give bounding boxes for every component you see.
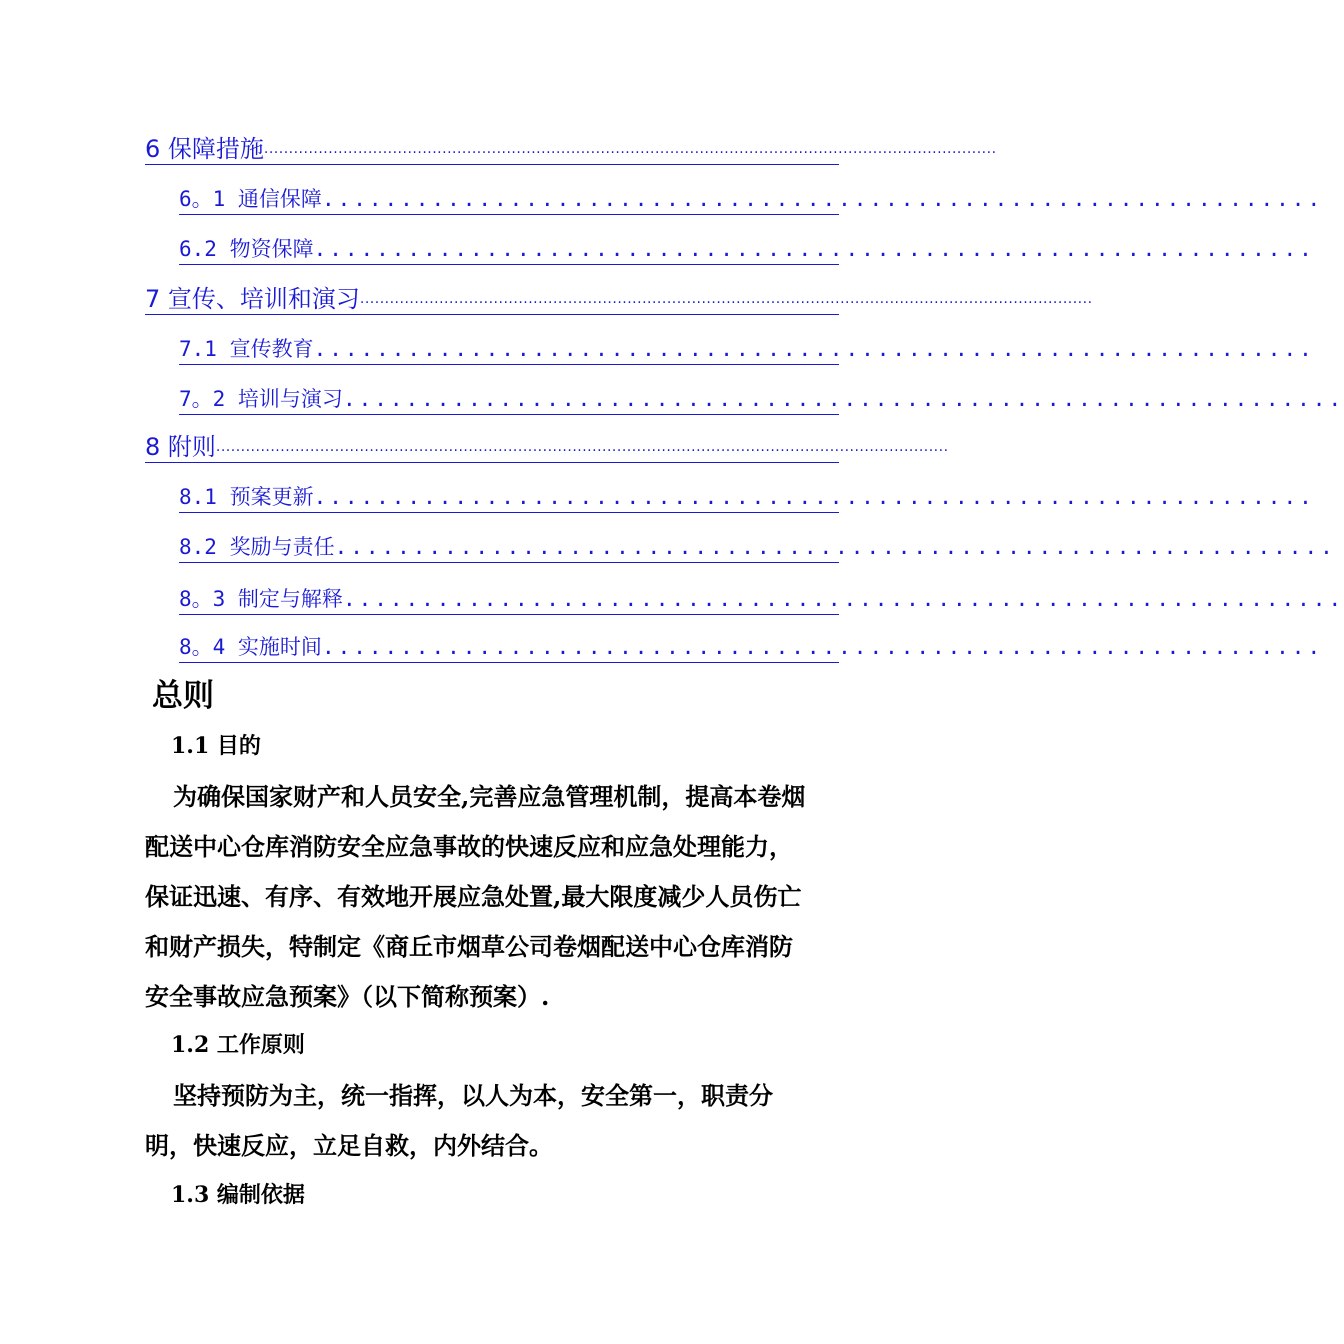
toc-item-8-2[interactable]	[179, 528, 1336, 563]
subsection-title-1-3: 1.3 编制依据	[171, 1182, 305, 1208]
paragraph-principles: 坚持预防为主，统一指挥，以人为本，安全第一，职责分明，快速反应，立足自救，内外结合。	[145, 1081, 773, 1160]
toc-label: 7 宣传、培训和演习	[145, 285, 360, 313]
toc-item-7-1[interactable]	[179, 330, 1315, 365]
toc-leader-dots: ................................................................	[313, 237, 1315, 261]
toc-item-8-1[interactable]	[179, 478, 1315, 513]
toc-item-7[interactable]	[145, 280, 1093, 315]
toc-leader-dots: ................................................................	[342, 587, 1344, 611]
toc-item-8[interactable]	[145, 428, 949, 463]
toc-item-8-4[interactable]	[179, 628, 1324, 663]
toc-label: 6.2 物资保障	[179, 237, 314, 261]
toc-item-6-1[interactable]	[179, 180, 1324, 215]
subsection-title-1-1: 1.1 目的	[171, 733, 261, 759]
toc-item-6[interactable]	[145, 130, 997, 165]
toc-leader-dots: ................................................................	[321, 635, 1324, 659]
section-heading: 总则	[152, 678, 214, 714]
toc-leader-dots: ................................................................	[313, 485, 1315, 509]
toc-label: 7。2 培训与演习	[179, 387, 343, 411]
toc-leader-dots: ................................................................	[342, 387, 1344, 411]
toc-item-6-2[interactable]	[179, 230, 1315, 265]
paragraph-purpose: 为确保国家财产和人员安全,完善应急管理机制，提高本卷烟配送中心仓库消防安全应急事故的快速反应和应急处理能力，保证迅速、有序、有效地开展应急处置,最大限度减少人员伤亡和财产损失，特制定《商丘市烟草公司卷烟配送中心仓库消防安全事故应急预案》（以下简称预案）.	[145, 782, 806, 1011]
toc-label: 8.2 奖励与责任	[179, 535, 335, 559]
toc-label: 6 保障措施	[145, 135, 264, 163]
toc-item-8-3[interactable]	[179, 580, 1344, 615]
toc-label: 6。1 通信保障	[179, 187, 322, 211]
toc-leader-dots: ....................................................................................................................................................	[359, 291, 1093, 307]
toc-leader-dots: ....................................................................................................................................................	[263, 141, 997, 157]
toc-leader-dots: ....................................................................................................................................................	[215, 439, 949, 455]
toc-label: 8。4 实施时间	[179, 635, 322, 659]
toc-item-7-2[interactable]	[179, 380, 1344, 415]
toc-label: 8.1 预案更新	[179, 485, 314, 509]
toc-label: 8。3 制定与解释	[179, 587, 343, 611]
toc-leader-dots: ................................................................	[334, 535, 1336, 559]
toc-label: 8 附则	[145, 433, 216, 461]
toc-leader-dots: ................................................................	[321, 187, 1324, 211]
toc-leader-dots: ................................................................	[313, 337, 1315, 361]
subsection-title-1-2: 1.2 工作原则	[171, 1032, 305, 1058]
toc-label: 7.1 宣传教育	[179, 337, 314, 361]
